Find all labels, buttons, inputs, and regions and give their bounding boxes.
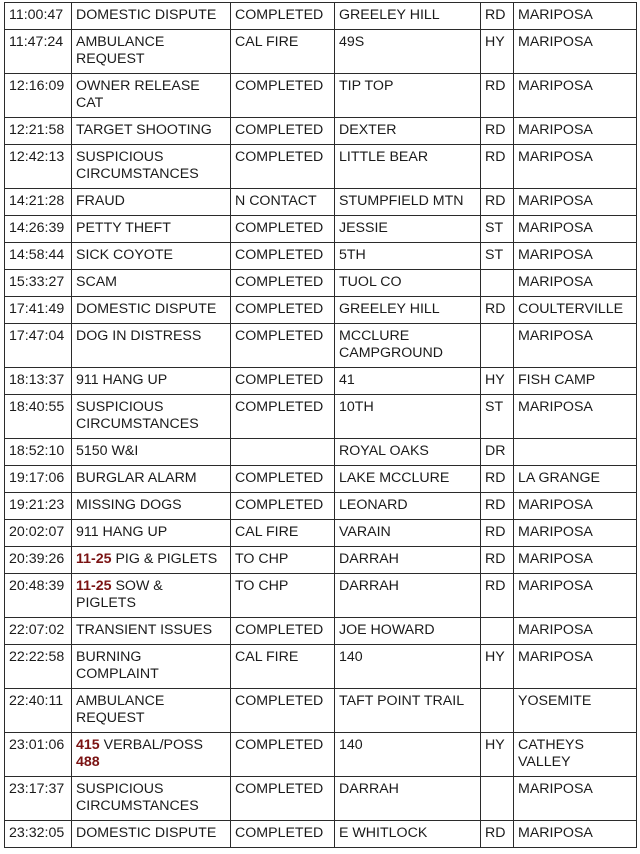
call-type-text: OWNER RELEASE CAT [76, 78, 200, 111]
status-cell: COMPLETED [231, 368, 335, 395]
street-cell: JESSIE [335, 216, 481, 243]
table-row [5, 270, 637, 297]
status-cell: CAL FIRE [231, 30, 335, 74]
call-type-cell [72, 493, 231, 520]
penal-code: 11-25 [76, 578, 112, 594]
call-time-cell: 23:01:06 [5, 733, 72, 777]
call-type-cell [72, 618, 231, 645]
call-type-text: SOW & PIGLETS [76, 578, 163, 611]
street-suffix-cell [481, 270, 514, 297]
call-type-cell [72, 30, 231, 74]
table-row [5, 547, 637, 574]
table-row [5, 243, 637, 270]
call-time-cell: 12:16:09 [5, 74, 72, 118]
call-type-text: AMBULANCE REQUEST [76, 34, 165, 67]
table-row [5, 118, 637, 145]
call-type-text: DOG IN DISTRESS [76, 328, 202, 344]
table-row [5, 777, 637, 821]
call-time-cell: 19:17:06 [5, 466, 72, 493]
table-row [5, 689, 637, 733]
call-type-text: BURNING COMPLAINT [76, 649, 159, 682]
call-type-text: SICK COYOTE [76, 247, 173, 263]
call-time-cell: 15:33:27 [5, 270, 72, 297]
status-cell: COMPLETED [231, 324, 335, 368]
status-cell: N CONTACT [231, 189, 335, 216]
status-cell: COMPLETED [231, 395, 335, 439]
street-suffix-cell: RD [481, 74, 514, 118]
penal-code: 11-25 [76, 551, 112, 567]
call-type-cell [72, 520, 231, 547]
table-row [5, 3, 637, 30]
call-type-cell [72, 689, 231, 733]
street-cell: TAFT POINT TRAIL [335, 689, 481, 733]
status-cell: CAL FIRE [231, 645, 335, 689]
street-suffix-cell: ST [481, 216, 514, 243]
street-suffix-cell: ST [481, 395, 514, 439]
street-suffix-cell: RD [481, 520, 514, 547]
street-cell: 140 [335, 645, 481, 689]
city-cell: FISH CAMP [514, 368, 637, 395]
city-cell: MARIPOSA [514, 618, 637, 645]
street-suffix-cell: RD [481, 466, 514, 493]
street-suffix-cell: HY [481, 30, 514, 74]
city-cell: MARIPOSA [514, 74, 637, 118]
call-type-text: DOMESTIC DISPUTE [76, 825, 217, 841]
street-suffix-cell: HY [481, 368, 514, 395]
table-row [5, 74, 637, 118]
city-cell [514, 439, 637, 466]
call-time-cell: 19:21:23 [5, 493, 72, 520]
city-cell: MARIPOSA [514, 324, 637, 368]
table-row [5, 520, 637, 547]
call-type-text: DOMESTIC DISPUTE [76, 7, 217, 23]
city-cell: MARIPOSA [514, 216, 637, 243]
call-type-cell [72, 733, 231, 777]
call-time-cell: 12:42:13 [5, 145, 72, 189]
call-type-cell [72, 189, 231, 216]
status-cell: TO CHP [231, 547, 335, 574]
call-type-text: PETTY THEFT [76, 220, 171, 236]
street-suffix-cell [481, 689, 514, 733]
call-type-text: SCAM [76, 274, 117, 290]
table-row [5, 368, 637, 395]
call-time-cell: 22:07:02 [5, 618, 72, 645]
table-row [5, 324, 637, 368]
call-type-text: SUSPICIOUS CIRCUMSTANCES [76, 399, 199, 432]
status-cell: COMPLETED [231, 118, 335, 145]
street-cell: JOE HOWARD [335, 618, 481, 645]
call-type-text: TRANSIENT ISSUES [76, 622, 213, 638]
street-cell: TUOL CO [335, 270, 481, 297]
call-type-text: SUSPICIOUS CIRCUMSTANCES [76, 149, 199, 182]
street-cell: STUMPFIELD MTN [335, 189, 481, 216]
call-time-cell: 14:21:28 [5, 189, 72, 216]
table-row [5, 30, 637, 74]
street-cell: TIP TOP [335, 74, 481, 118]
street-cell: 140 [335, 733, 481, 777]
table-row [5, 821, 637, 848]
street-cell: 5TH [335, 243, 481, 270]
call-type-text: PIG & PIGLETS [115, 551, 218, 567]
call-type-text: 5150 W&I [76, 443, 139, 459]
street-cell: DARRAH [335, 547, 481, 574]
call-type-cell [72, 645, 231, 689]
call-type-cell [72, 368, 231, 395]
street-cell: VARAIN [335, 520, 481, 547]
call-type-cell [72, 821, 231, 848]
street-cell: E WHITLOCK [335, 821, 481, 848]
call-type-cell [72, 395, 231, 439]
call-type-text: SUSPICIOUS CIRCUMSTANCES [76, 781, 199, 814]
table-row [5, 216, 637, 243]
call-time-cell: 17:41:49 [5, 297, 72, 324]
call-time-cell: 22:22:58 [5, 645, 72, 689]
call-type-cell [72, 270, 231, 297]
street-suffix-cell: HY [481, 645, 514, 689]
call-type-cell [72, 439, 231, 466]
city-cell: MARIPOSA [514, 547, 637, 574]
status-cell: COMPLETED [231, 3, 335, 30]
status-cell: COMPLETED [231, 777, 335, 821]
call-time-cell: 17:47:04 [5, 324, 72, 368]
street-suffix-cell: RD [481, 547, 514, 574]
street-cell: MCCLURE CAMPGROUND [335, 324, 481, 368]
street-cell: DEXTER [335, 118, 481, 145]
city-cell: MARIPOSA [514, 270, 637, 297]
city-cell: MARIPOSA [514, 821, 637, 848]
call-time-cell: 11:00:47 [5, 3, 72, 30]
call-time-cell: 14:26:39 [5, 216, 72, 243]
table-row [5, 733, 637, 777]
status-cell: COMPLETED [231, 243, 335, 270]
call-type-cell [72, 3, 231, 30]
call-time-cell: 14:58:44 [5, 243, 72, 270]
call-type-cell [72, 145, 231, 189]
table-row [5, 574, 637, 618]
status-cell: COMPLETED [231, 493, 335, 520]
call-type-cell [72, 118, 231, 145]
city-cell: MARIPOSA [514, 243, 637, 270]
street-suffix-cell [481, 777, 514, 821]
call-type-text: TARGET SHOOTING [76, 122, 212, 138]
city-cell: MARIPOSA [514, 520, 637, 547]
penal-code: 488 [76, 754, 100, 770]
call-type-text: 911 HANG UP [76, 524, 168, 540]
call-type-text: FRAUD [76, 193, 125, 209]
call-time-cell: 18:13:37 [5, 368, 72, 395]
call-type-cell [72, 574, 231, 618]
call-time-cell: 11:47:24 [5, 30, 72, 74]
street-suffix-cell: RD [481, 821, 514, 848]
call-type-text: VERBAL/POSS [103, 737, 203, 753]
street-cell: DARRAH [335, 574, 481, 618]
street-suffix-cell: RD [481, 3, 514, 30]
call-type-text: DOMESTIC DISPUTE [76, 301, 217, 317]
street-suffix-cell: RD [481, 118, 514, 145]
street-suffix-cell: ST [481, 243, 514, 270]
call-time-cell: 20:48:39 [5, 574, 72, 618]
status-cell: COMPLETED [231, 466, 335, 493]
table-row [5, 439, 637, 466]
street-suffix-cell: RD [481, 574, 514, 618]
call-type-cell [72, 547, 231, 574]
city-cell: MARIPOSA [514, 645, 637, 689]
status-cell: COMPLETED [231, 821, 335, 848]
street-cell: LITTLE BEAR [335, 145, 481, 189]
status-cell: COMPLETED [231, 689, 335, 733]
street-suffix-cell: RD [481, 297, 514, 324]
table-row [5, 466, 637, 493]
call-type-text: MISSING DOGS [76, 497, 182, 513]
status-cell [231, 439, 335, 466]
city-cell: LA GRANGE [514, 466, 637, 493]
table-row [5, 645, 637, 689]
city-cell: MARIPOSA [514, 118, 637, 145]
status-cell: COMPLETED [231, 297, 335, 324]
street-cell: ROYAL OAKS [335, 439, 481, 466]
city-cell: YOSEMITE [514, 689, 637, 733]
call-type-cell [72, 777, 231, 821]
status-cell: COMPLETED [231, 618, 335, 645]
call-type-cell [72, 74, 231, 118]
city-cell: MARIPOSA [514, 777, 637, 821]
table-row [5, 493, 637, 520]
street-cell: 49S [335, 30, 481, 74]
call-time-cell: 23:17:37 [5, 777, 72, 821]
city-cell: MARIPOSA [514, 395, 637, 439]
call-type-cell [72, 243, 231, 270]
city-cell: MARIPOSA [514, 189, 637, 216]
call-type-cell [72, 466, 231, 493]
table-row [5, 189, 637, 216]
call-time-cell: 20:39:26 [5, 547, 72, 574]
street-cell: 10TH [335, 395, 481, 439]
table-row [5, 395, 637, 439]
street-cell: GREELEY HILL [335, 297, 481, 324]
call-type-text: BURGLAR ALARM [76, 470, 197, 486]
street-suffix-cell [481, 324, 514, 368]
city-cell: MARIPOSA [514, 3, 637, 30]
table-row [5, 145, 637, 189]
status-cell: COMPLETED [231, 145, 335, 189]
street-cell: GREELEY HILL [335, 3, 481, 30]
status-cell: COMPLETED [231, 733, 335, 777]
status-cell: COMPLETED [231, 270, 335, 297]
call-time-cell: 18:40:55 [5, 395, 72, 439]
status-cell: COMPLETED [231, 74, 335, 118]
city-cell: MARIPOSA [514, 574, 637, 618]
street-cell: DARRAH [335, 777, 481, 821]
call-type-text: 911 HANG UP [76, 372, 168, 388]
street-suffix-cell: RD [481, 145, 514, 189]
call-time-cell: 12:21:58 [5, 118, 72, 145]
city-cell: CATHEYS VALLEY [514, 733, 637, 777]
street-suffix-cell: RD [481, 189, 514, 216]
call-type-cell [72, 324, 231, 368]
call-type-cell [72, 216, 231, 243]
call-type-cell [72, 297, 231, 324]
street-suffix-cell: RD [481, 493, 514, 520]
call-time-cell: 22:40:11 [5, 689, 72, 733]
call-log-table [4, 2, 637, 848]
penal-code: 415 [76, 737, 100, 753]
street-suffix-cell [481, 618, 514, 645]
call-log-body [5, 3, 637, 848]
city-cell: MARIPOSA [514, 30, 637, 74]
city-cell: MARIPOSA [514, 145, 637, 189]
city-cell: COULTERVILLE [514, 297, 637, 324]
status-cell: COMPLETED [231, 216, 335, 243]
call-time-cell: 23:32:05 [5, 821, 72, 848]
table-row [5, 297, 637, 324]
table-row [5, 618, 637, 645]
status-cell: CAL FIRE [231, 520, 335, 547]
call-type-text: AMBULANCE REQUEST [76, 693, 165, 726]
street-suffix-cell: DR [481, 439, 514, 466]
city-cell: MARIPOSA [514, 493, 637, 520]
street-cell: LEONARD [335, 493, 481, 520]
call-time-cell: 20:02:07 [5, 520, 72, 547]
street-suffix-cell: HY [481, 733, 514, 777]
street-cell: 41 [335, 368, 481, 395]
street-cell: LAKE MCCLURE [335, 466, 481, 493]
status-cell: TO CHP [231, 574, 335, 618]
call-time-cell: 18:52:10 [5, 439, 72, 466]
